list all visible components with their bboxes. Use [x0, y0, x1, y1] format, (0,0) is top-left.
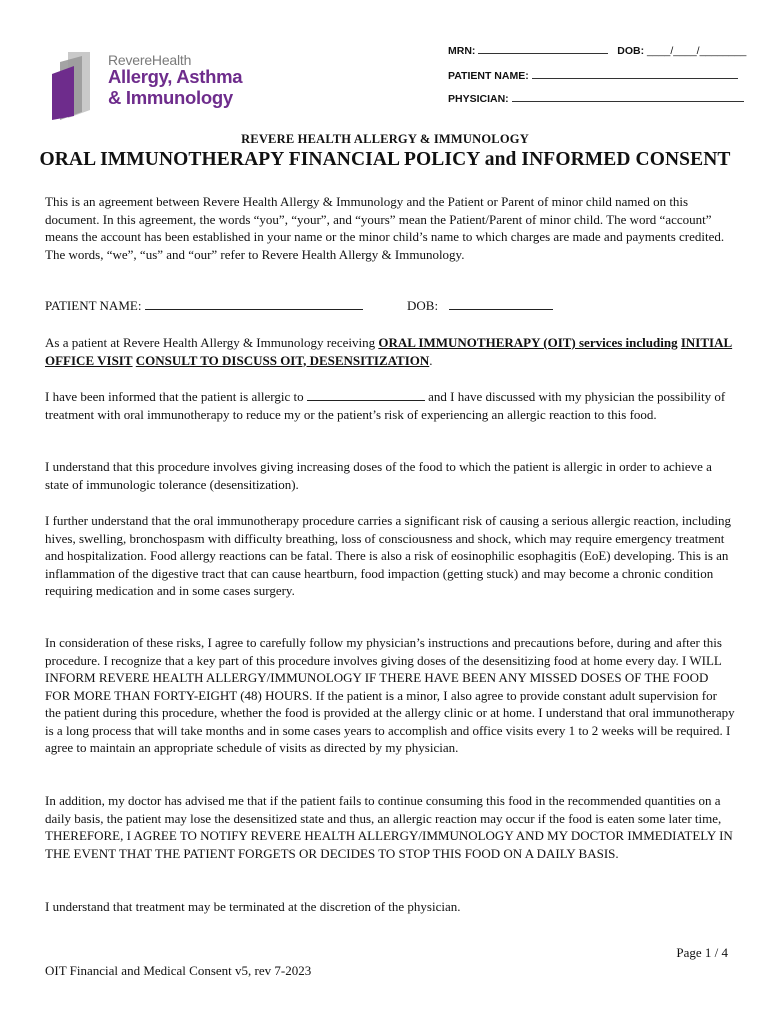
mrn-field[interactable] [478, 44, 608, 54]
physician-field[interactable] [512, 92, 744, 102]
mrn-row [448, 44, 746, 57]
patient-name-field[interactable] [145, 298, 363, 310]
allergy-prefix: I have been informed that the patient is allergic to [45, 389, 307, 404]
patient-name-field-row [45, 298, 363, 314]
addition-paragraph: In addition, my doctor has advised me that if the patient fails to continue consuming this food in the recommended quantities on a daily basis, the patient may lose the desensitized state and thus, an allergic reaction may occur if the food is eaten some later time, THEREFORE, I AGREE TO NOTIFY REVERE HEALTH ALLERGY/IMMUNOLOGY AND MY DOCTOR IMMEDIATELY IN THE EVENT THAT THE PATIENT FORGETS OR DECIDES TO STOP THIS FOOD ON A DAILY BASIS. [45, 793, 733, 861]
services-paragraph [45, 334, 735, 369]
page-number: Page 1 / 4 [676, 945, 728, 960]
intro-paragraph: This is an agreement between Revere Health Allergy & Immunology and the Patient or Parent of minor child named on this document. In this agreement, the words “you”, “your”, and “yours” mean the Patient/Parent of minor child. The word “account” means the account has been established in your name or the minor child’s name to which charges are made and payments credited. The words, “we”, “us” and “our” refer to Revere Health Allergy & Immunology. [45, 194, 725, 262]
mrn-label: MRN: [448, 45, 476, 57]
risk-paragraph: I further understand that the oral immunotherapy procedure carries a significant risk of causing a serious allergic reaction, including hives, swelling, bronchospasm with difficulty breathing, loss of consciousness and shock, which may require emergency treatment and hospitalization. Food allergy reactions can be fatal. There is also a risk of eosinophilic esophagitis (EoE) developing. This is an inflammation of the digestive tract that can cause heartburn, food impaction (getting stuck) and may become a chronic condition requiring medication and in some cases surgery. [45, 513, 731, 598]
patient-name-row [448, 69, 738, 82]
consideration-paragraph: In consideration of these risks, I agree to carefully follow my physician’s instructions and precautions before, during and after this procedure. I recognize that a key part of this procedure involves giving doses of the desensitizing food at home every day. I WILL INFORM REVERE HEALTH ALLERGY/IMMUNOLOGY IF THERE HAVE BEEN ANY MISSED DOSES OF THE FOOD FOR MORE THAN FORTY-EIGHT (48) HOURS. If the patient is a minor, I also agree to provide constant adult supervision for the patient during this procedure, whether the food is provided at the allergy clinic or at home. I understand that oral immunotherapy is a long process that will take months and in some cases years to accomplish and office visits every 1 to 2 weeks will be required. I agree to maintain an appropriate schedule of visits as directed by my physician. [45, 635, 735, 755]
services-suffix: . [429, 352, 433, 368]
page-title: ORAL IMMUNOTHERAPY FINANCIAL POLICY and INFORMED CONSENT [39, 149, 731, 170]
dob-label: DOB: [407, 298, 439, 313]
patient-name-field-top[interactable] [532, 69, 738, 79]
dob-field[interactable] [449, 298, 553, 310]
logo-line-1: Allergy, Asthma [108, 66, 243, 87]
dob-label-top: DOB: [617, 45, 645, 57]
allergen-field[interactable] [307, 390, 425, 401]
dob-field-row [407, 298, 553, 314]
allergy-paragraph [45, 388, 735, 423]
services-prefix: As a patient at Revere Health Allergy & Immunology receiving [45, 335, 379, 350]
services-oit: ORAL IMMUNOTHERAPY (OIT) services including [378, 335, 678, 350]
logo-mark-icon [50, 50, 104, 120]
logo-brand-text: RevereHealth [108, 52, 192, 68]
physician-label: PHYSICIAN: [448, 93, 509, 105]
services-initial-visit: INITIAL OFFICE VISIT [45, 335, 733, 368]
dob-field-top[interactable]: ____/____/________ [647, 45, 747, 57]
logo-line-2: & Immunology [108, 87, 233, 108]
allergy-suffix: and I have discussed with my physician the possibility of treatment with oral immunotherapy to reduce my or the patient’s risk of experiencing an allergic reaction to this food. [45, 389, 726, 422]
procedure-paragraph: I understand that this procedure involves giving increasing doses of the food to which the patient is allergic in order to achieve a state of immunologic tolerance (desensitization). [45, 459, 712, 492]
org-heading: REVERE HEALTH ALLERGY & IMMUNOLOGY [241, 132, 529, 146]
services-consult: CONSULT TO DISCUSS OIT, DESENSITIZATION [135, 352, 430, 368]
patient-name-label-top: PATIENT NAME: [448, 70, 529, 82]
termination-paragraph: I understand that treatment may be terminated at the discretion of the physician. [45, 899, 461, 914]
revere-health-logo [50, 50, 250, 122]
footer-version: OIT Financial and Medical Consent v5, rev 7-2023 [45, 963, 312, 978]
patient-name-label: PATIENT NAME: [45, 298, 142, 313]
physician-row [448, 92, 744, 105]
